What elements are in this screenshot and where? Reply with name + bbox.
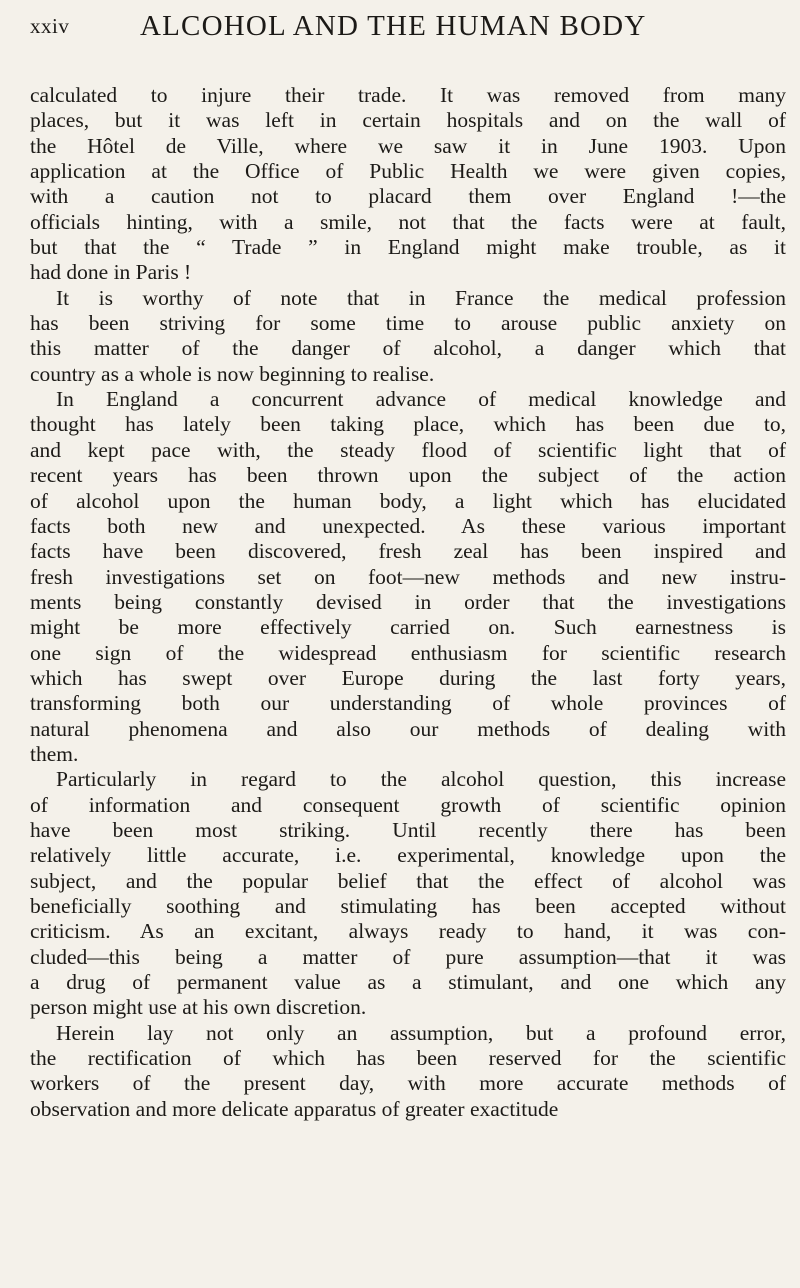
- text-line: of information and consequent growth of scientific opinion: [30, 792, 786, 817]
- text-line: places, but it was left in certain hospitals and on the wall of: [30, 108, 786, 133]
- text-line: calculated to injure their trade. It was removed from many: [30, 83, 786, 107]
- text-line: the Hôtel de Ville, where we saw it in June 1903. Upon: [30, 133, 786, 158]
- running-title: ALCOHOL AND THE HUMAN BODY: [140, 10, 647, 42]
- text-line: ments being constantly devised in order that the investigations: [30, 589, 786, 614]
- text-line: of alcohol upon the human body, a light which has elucidated: [30, 488, 786, 513]
- text-line: and kept pace with, the steady flood of scientific light that of: [30, 437, 786, 462]
- text-line: criticism. As an excitant, always ready to hand, it was con-: [30, 919, 786, 944]
- text-line: beneficially soothing and stimulating has been accepted without: [30, 894, 786, 918]
- paragraph-first-line: Particularly in regard to the alcohol question, this increase: [56, 767, 786, 792]
- text-line: a drug of permanent value as a stimulant, and one which any: [30, 970, 786, 995]
- text-line: cluded—this being a matter of pure assumption—that it was: [30, 944, 786, 969]
- text-line: but that the “ Trade ” in England might make trouble, as it: [30, 235, 786, 260]
- text-line: the rectification of which has been reserved for the scientific: [30, 1046, 786, 1071]
- text-line: facts both new and unexpected. As these various important: [30, 513, 786, 538]
- text-line: has been striving for some time to arouse public anxiety on: [30, 311, 786, 336]
- text-line: application at the Office of Public Health we were given copies,: [30, 159, 786, 184]
- text-line: natural phenomena and also our methods of dealing with: [30, 716, 786, 741]
- text-line: observation and more delicate apparatus of greater exactitude: [30, 1096, 559, 1121]
- text-line: thought has lately been taking place, which has been due to,: [30, 412, 786, 437]
- text-line: this matter of the danger of alcohol, a danger which that: [30, 336, 786, 361]
- text-line: country as a whole is now beginning to realise.: [30, 361, 435, 386]
- text-line: workers of the present day, with more accurate methods of: [30, 1071, 786, 1096]
- page-number: xxiv: [30, 14, 70, 38]
- text-line: might be more effectively carried on. Such earnestness is: [30, 615, 786, 640]
- paragraph-first-line: Herein lay not only an assumption, but a profound error,: [56, 1020, 786, 1045]
- body-text: [30, 83, 786, 1122]
- text-line: which has swept over Europe during the last forty years,: [30, 665, 786, 690]
- text-line: one sign of the widespread enthusiasm for scientific research: [30, 640, 786, 665]
- text-line: with a caution not to placard them over England !—the: [30, 184, 786, 209]
- text-line: recent years has been thrown upon the subject of the action: [30, 463, 786, 488]
- text-line: facts have been discovered, fresh zeal has been inspired and: [30, 539, 786, 564]
- text-line: had done in Paris !: [30, 260, 192, 285]
- text-line: have been most striking. Until recently there has been: [30, 817, 786, 842]
- text-line: relatively little accurate, i.e. experimental, knowledge upon the: [30, 843, 786, 868]
- paragraph-first-line: In England a concurrent advance of medical knowledge and: [56, 387, 786, 412]
- text-line: officials hinting, with a smile, not that the facts were at fault,: [30, 209, 786, 234]
- paragraph-first-line: It is worthy of note that in France the medical profession: [56, 285, 786, 310]
- text-line: person might use at his own discretion.: [30, 995, 367, 1020]
- text-line: fresh investigations set on foot—new methods and new instru-: [30, 564, 786, 589]
- text-line: transforming both our understanding of whole provinces of: [30, 691, 786, 716]
- text-line: them.: [30, 741, 79, 766]
- text-line: subject, and the popular belief that the effect of alcohol was: [30, 868, 786, 893]
- running-head: [30, 10, 792, 50]
